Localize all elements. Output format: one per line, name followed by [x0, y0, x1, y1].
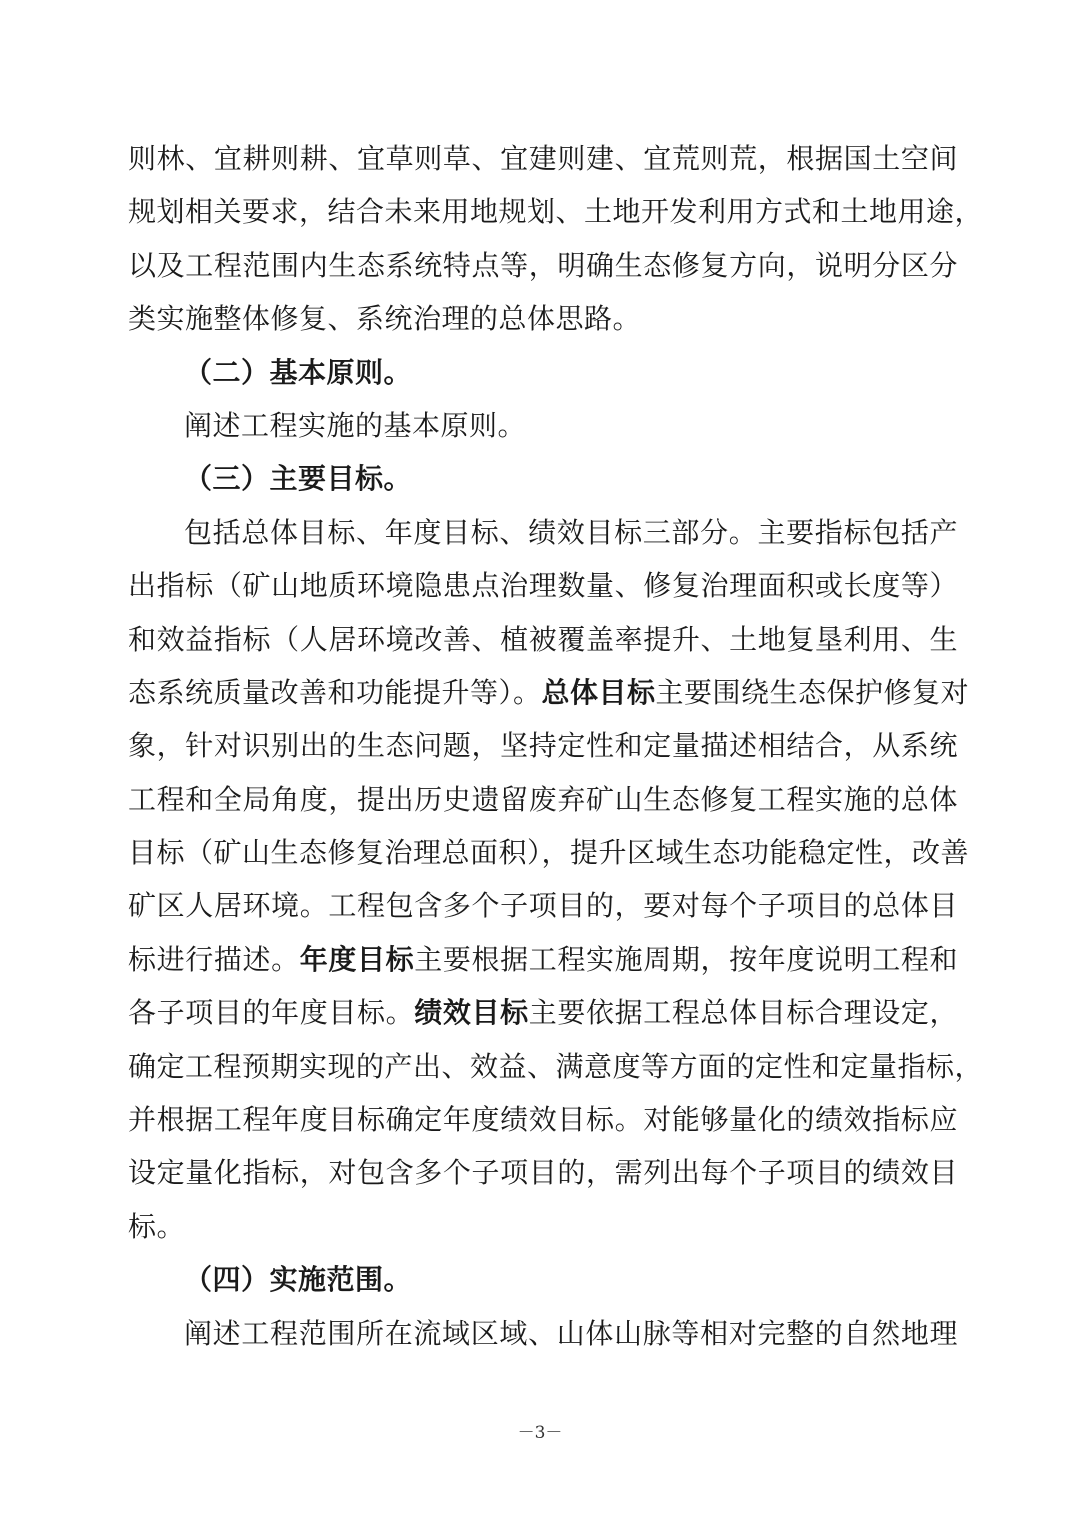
paragraph-line: 包括总体目标、年度目标、绩效目标三部分。主要指标包括产 — [184, 515, 958, 549]
paragraph-line: 规划相关要求，结合未来用地规划、土地开发利用方式和土地用途， — [128, 195, 984, 229]
paragraph-text: 态系统质量改善和功能提升等）。 — [128, 675, 542, 709]
paragraph-line: 类实施整体修复、系统治理的总体思路。 — [128, 302, 642, 336]
bold-term: 年度目标 — [299, 942, 415, 976]
paragraph-line: 则林、宜耕则耕、宜草则草、宜建则建、宜荒则荒，根据国土空间 — [128, 142, 958, 175]
paragraph-text: 各子项目的年度目标。 — [128, 996, 415, 1030]
paragraph-line: 标。 — [128, 1209, 186, 1243]
paragraph-line: 象，针对识别出的生态问题，坚持定性和定量描述相结合，从系统 — [128, 729, 958, 763]
paragraph-line: 阐述工程范围所在流域区域、山体山脉等相对完整的自然地理 — [184, 1316, 958, 1350]
paragraph-line: 设定量化指标，对包含多个子项目的，需列出每个子项目的绩效目 — [128, 1156, 958, 1190]
page-number: －3－ — [517, 1423, 563, 1443]
paragraph-line: 目标（矿山生态修复治理总面积），提升区域生态功能稳定性，改善 — [128, 836, 970, 870]
paragraph-text: 主要围绕生态保护修复对 — [655, 675, 970, 709]
paragraph-line: 阐述工程实施的基本原则。 — [184, 408, 527, 442]
paragraph-line: 以及工程范围内生态系统特点等，明确生态修复方向，说明分区分 — [128, 248, 958, 282]
section-heading: （三）主要目标。 — [184, 462, 413, 496]
bold-term: 总体目标 — [541, 675, 656, 709]
paragraph-line — [128, 933, 958, 986]
section-heading: （四）实施范围。 — [184, 1263, 413, 1297]
paragraph-line: 和效益指标（人居环境改善、植被覆盖率提升、土地复垦利用、生 — [128, 622, 958, 656]
section-heading: （二）基本原则。 — [184, 355, 413, 389]
paragraph-line — [128, 666, 970, 719]
paragraph-line: 确定工程预期实现的产出、效益、满意度等方面的定性和定量指标， — [128, 1049, 984, 1083]
paragraph-line: 出指标（矿山地质环境隐患点治理数量、修复治理面积或长度等） — [128, 569, 958, 603]
paragraph-text: 主要根据工程实施周期，按年度说明工程和 — [414, 942, 958, 976]
paragraph-line: 工程和全局角度，提出历史遗留废弃矿山生态修复工程实施的总体 — [128, 782, 958, 816]
paragraph-line: 矿区人居环境。工程包含多个子项目的，要对每个子项目的总体目 — [128, 889, 958, 923]
bold-term: 绩效目标 — [414, 996, 529, 1030]
paragraph-text: 主要依据工程总体目标合理设定， — [528, 996, 958, 1030]
document-body — [128, 132, 984, 1360]
paragraph-text: 标进行描述。 — [128, 942, 300, 976]
paragraph-line: 并根据工程年度目标确定年度绩效目标。对能够量化的绩效指标应 — [128, 1103, 958, 1137]
paragraph-line — [128, 986, 958, 1039]
